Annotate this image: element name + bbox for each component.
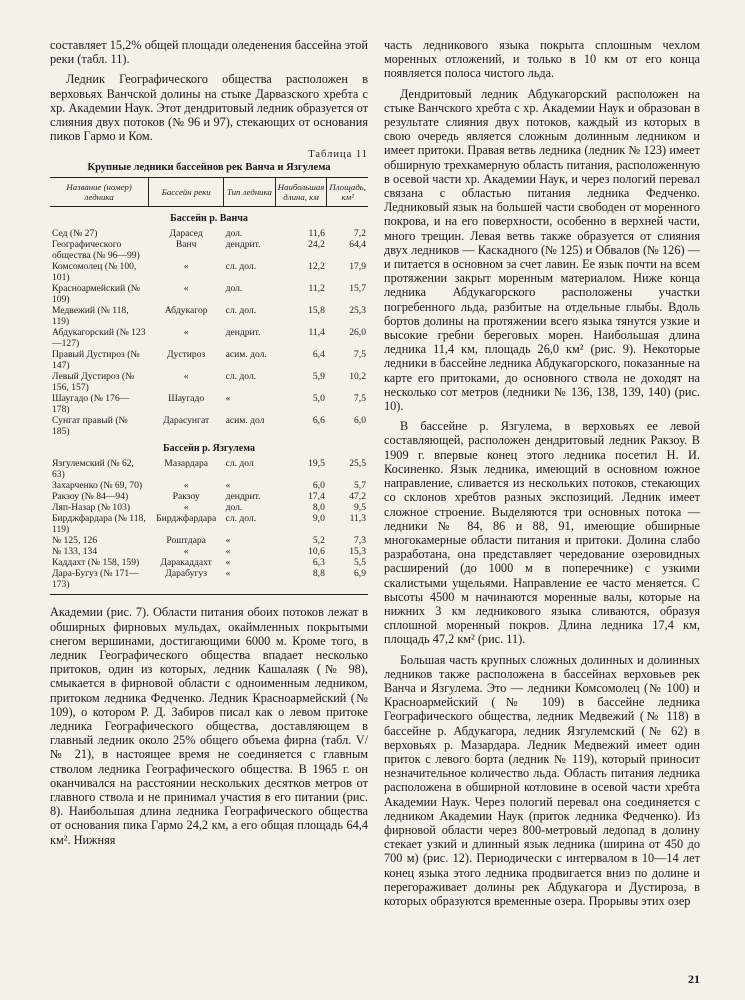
table-row [50,239,368,261]
cell-area: 15,3 [349,546,366,558]
cell-type: « [225,557,231,569]
cell-area: 47,2 [349,491,366,503]
table-title: Крупные ледники бассейнов рек Ванча и Язгулема [87,162,331,174]
cell-length: 8,8 [312,568,325,580]
paragraph-moraine-cover: часть ледникового языка покрыта сплошным чехлом моренных отложений, и только в 10 км от его конца появляется полоса чистого льда. [384,38,700,81]
cell-basin: Ванч [175,239,197,251]
cell-type: « [225,480,231,492]
cell-basin: Мазардара [164,458,208,470]
cell-basin: « [183,546,189,558]
cell-length: 24,2 [308,239,325,251]
cell-area: 5,7 [354,480,366,492]
cell-type: дол. [225,283,243,295]
cell-length: 15,8 [308,305,325,317]
table-row [50,480,368,491]
cell-name: Медвежий (№ 118, 119) [52,305,129,328]
cell-type: « [225,535,231,547]
cell-length: 5,9 [312,371,325,383]
header-area: Площадь, км² [327,178,368,207]
cell-name: Комсомолец (№ 100, 101) [52,261,137,284]
cell-area: 64,4 [349,239,366,251]
cell-name: Красноармейский (№ 109) [52,283,140,306]
table-row [50,535,368,546]
cell-length: 5,0 [312,393,325,405]
cell-name: Ракзоу (№ 84—94) [52,491,129,503]
paragraph-abdukagor: Дендритовый ледник Абдукагорский расположен на стыке Ванчского хребта с хр. Академии Наук и образован в результате слияния двух потоков, каждый из которых в свою очередь является сложным долинным ледником и имеет притоки. Правая ветвь ледника (ледник № 123) имеет обширную трехкамерную область питания, расположенную в осевой части хр. Академии Наук, и через пологий перевал связана с областью питания ледника Федченко. Ледниковый язык на большей части свободен от моренного покрова, и на его поверхности, особенно в верхней части, много трещин. Левая ветвь также образуется от слияния двух ледников — Каскадного (№ 125) и Обвалов (№ 126) — и питается в основном за счет лавин. Ее язык почти на всем протяжении закрыт моренным материалом. Ниже конца ледника Абдукагорского расположены участки погребенного льда, разбитые на отдельные глыбы. Вдоль бортов долины на протяжении всего языка тянутся узкие и высокие гребни береговых морен. Наибольшая длина ледника 11,4 км, площадь 26,0 км² (рис. 9). Некоторые ледники в бассейне ледника Абдукагорского, показанные на карте его притоками, до основного ствола не доходят на несколько сот метров (ледники № 136, 138, 139, 140) (рис. 10). [384,86,700,414]
cell-basin: « [183,480,189,492]
table-row [50,371,368,393]
table-row [50,546,368,557]
table-bottom-rule-cell [50,590,368,595]
cell-length: 11,6 [308,228,325,240]
cell-basin: Дарасунгат [163,415,210,427]
cell-length: 19,5 [308,458,325,470]
cell-type: « [225,546,231,558]
table-section-row [50,437,368,458]
cell-basin: « [183,371,189,383]
table-row [50,513,368,535]
right-column [384,38,700,908]
cell-name: Дара-Бугуз (№ 171—173) [52,568,139,591]
table-row [50,491,368,502]
cell-basin: Дарабугуз [165,568,207,580]
cell-area: 17,9 [349,261,366,273]
table-row [50,349,368,371]
cell-type: сл. дол. [225,305,257,317]
page-number: 21 [688,972,700,986]
cell-basin: Шаугадо [168,393,205,405]
paragraph-academy-continued: Академии (рис. 7). Области питания обоих потоков лежат в обширных фирновых мульдах, окаймленных покрытыми снегом вершинами, достигающими 6000 м. Кроме того, в ледник Географического общества впадает несколько притоков, один из которых, ледник Кашалаяк (№ 98), смыкается в фирновой области с одноименным ледником, притоком ледника Федченко. Ледник Красноармейский (№ 109), о котором Р. Д. Забиров писал как о левом притоке ледника Географического общества, доставляющем в главный ледник около 25% общего объема фирна (табл. V/№ 21), в настоящее время не соединяется с главным стволом ледника Географического общества. В 1965 г. он оканчивался на расстоянии нескольких десятков метров от главного ствола и не принимал участия в его питании (рис. 8). Наибольшая длина ледника Географического общества от основания пика Гармо 24,2 км, а его общая площадь 64,4 км². Нижняя [50,605,368,847]
cell-type: дол. [225,228,243,240]
glaciers-table [50,177,368,595]
cell-name: Ляп-Назар (№ 103) [52,502,131,514]
cell-basin: « [183,261,189,273]
cell-name: Каддахт (№ 158, 159) [52,557,140,569]
cell-length: 6,3 [312,557,325,569]
table-row [50,393,368,415]
cell-basin: Дарасед [169,228,203,240]
cell-area: 11,3 [349,513,366,525]
cell-name: Абдукагорский (№ 123—127) [52,327,146,350]
cell-length: 5,2 [312,535,325,547]
cell-type: асим. дол. [225,349,267,361]
cell-basin: Ракзоу [172,491,200,503]
table-row [50,327,368,349]
cell-basin: Даракаддахт [160,557,212,569]
cell-area: 25,3 [349,305,366,317]
table-row [50,261,368,283]
cell-area: 5,5 [354,557,366,569]
cell-type: асим. дол [225,415,265,427]
table-body [50,207,368,595]
cell-name: Сунгат правый (№ 185) [52,415,128,438]
cell-basin: « [183,283,189,295]
cell-name: Язгулемский (№ 62, 63) [52,458,134,481]
cell-area: 6,0 [354,415,366,427]
table-row [50,415,368,437]
cell-area: 7,2 [354,228,366,240]
cell-name: Сед (№ 27) [52,228,98,240]
cell-length: 17,4 [308,491,325,503]
cell-area: 7,5 [354,393,366,405]
paragraph-valley-glaciers: Большая часть крупных сложных долинных и долинных ледников также расположена в бассейнах верховьев рек Ванча и Язгулема. Это — ледники Комсомолец (№ 100) и Красноармейский (№ 109) в бассейне ледника Географического общества, ледник Медвежий (№ 118) в бассейне р. Абдукагора, ледник Язгулемский (№ 62) в верховьях р. Мазардара. Ледник Медвежий имеет один приток с левого борта (ледник № 119), который приносит незначительное количество льда. Область питания ледника расположена в обширной котловине в осевой части хребта Академии Наук. Через пологий перевал она соединяется с ледником Академии Наук (приток ледника Федченко). Из фирновой области через 800-метровый ледопад в долину стекает узкий и длинный язык ледника (ширина от 450 до 700 м) (рис. 12). Периодически с интервалом в 10—14 лет конец языка этого ледника продвигается вниз по долине и перегораживает долины рек Абдукагора и Дустироза, в которых образуются временные озера. Прорывы этих озер [384,652,700,908]
cell-length: 11,2 [308,283,325,295]
cell-area: 10,2 [349,371,366,383]
cell-name: Шаугадо (№ 176—178) [52,393,130,416]
paragraph-geo-society: Ледник Географического общества расположен в верховьях Ванчской долины на стыке Дарвазского хребта с хр. Академии Наук. Этот дендритовый ледник образуется от слияния двух потоков (№ 96 и 97), стекающих от основания пиков Гармо и Ком. [50,72,368,144]
table-row [50,305,368,327]
cell-area: 26,0 [349,327,366,339]
cell-basin: Абдукагор [164,305,208,317]
left-column [50,38,368,847]
cell-basin: « [183,327,189,339]
table-row [50,228,368,239]
cell-type: сл. дол. [225,261,257,273]
cell-type: сл. дол. [225,371,257,383]
table-row [50,557,368,568]
header-type: Тип ледника [224,178,276,207]
cell-type: дол. [225,502,243,514]
cell-basin: « [183,502,189,514]
cell-length: 6,6 [312,415,325,427]
table-header-row [50,178,368,207]
cell-area: 15,7 [349,283,366,295]
cell-name: Правый Дустироз (№ 147) [52,349,140,372]
cell-type: дендрит. [225,327,261,339]
cell-length: 9,0 [312,513,325,525]
header-name: Название (номер) ледника [50,178,149,207]
cell-basin: Роштдара [166,535,206,547]
cell-basin: Дустироз [167,349,206,361]
table-section-row [50,207,368,229]
paragraph-intro-end: составляет 15,2% общей площади оледенения бассейна этой реки (табл. 11). [50,38,368,67]
cell-area: 7,5 [354,349,366,361]
header-basin: Бассейн реки [149,178,224,207]
cell-type: сл. дол [225,458,254,470]
cell-type: « [225,393,231,405]
table-row [50,283,368,305]
cell-length: 12,2 [308,261,325,273]
table-row [50,502,368,513]
cell-name: Левый Дустироз (№ 156, 157) [52,371,135,394]
cell-area: 6,9 [354,568,366,580]
cell-type: дендрит. [225,239,261,251]
cell-type: дендрит. [225,491,261,503]
table-bottom-rule [50,590,368,595]
cell-basin: Бирджфардара [156,513,217,525]
cell-area: 9,5 [354,502,366,514]
table-section-title: Бассейн р. Язгулема [163,443,255,455]
cell-length: 8,0 [312,502,325,514]
cell-area: 7,3 [354,535,366,547]
table-caption: Таблица 11 [308,149,368,161]
table-row [50,458,368,480]
cell-type: сл. дол. [225,513,257,525]
cell-name: Бирджфардара (№ 118, 119) [52,513,146,536]
cell-length: 6,4 [312,349,325,361]
cell-length: 6,0 [312,480,325,492]
cell-name: Захарченко (№ 69, 70) [52,480,143,492]
table-section-title: Бассейн р. Ванча [170,213,248,225]
cell-name: Географического общества (№ 96—99) [52,239,140,262]
cell-name: № 133, 134 [52,546,98,558]
cell-name: № 125, 126 [52,535,98,547]
cell-type: « [225,568,231,580]
header-length: Наибольшая длина, км [275,178,327,207]
cell-length: 11,4 [308,327,325,339]
cell-length: 10,6 [308,546,325,558]
table-row [50,568,368,590]
cell-area: 25,5 [349,458,366,470]
paragraph-rakzou: В бассейне р. Язгулема, в верховьях ее левой составляющей, расположен дендритовый ледник Ракзоу. В 1909 г. впервые конец этого ледника посетил Н. И. Косиненко. Язык ледника, имеющий в основном южное направление, сливается из нескольких потоков, стекающих со склонов хребтов разных экспозиций. Ледник имеет сложное строение. Выделяются три основных потока — ледники № 84, 86 и 88, 91, имеющие обширные многокамерные области питания и притоки. Долина слабо разработана, она представляет чередование озеровидных расширений (до 1000 м в поперечнике) с узкими скалистыми ущельями. Направление ее часто меняется. С высоты 4500 м начинаются моренные валы, которые на нижних 3 км ледникового языка сливаются, образуя сплошной моренный покров. Длина ледника 17,4 км, площадь 47,2 км² (рис. 11). [384,419,700,647]
